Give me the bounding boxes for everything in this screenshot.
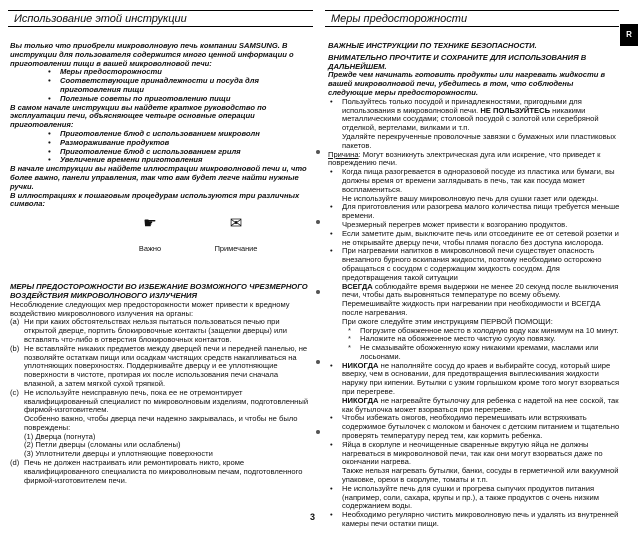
precaution-list [10, 318, 310, 485]
item-text: никакими металлическими сосудами; столовой посудой с золотой или серебряной отделкой, вертелами, вилками и т.п. [342, 105, 599, 133]
item-text: Печь не должен настраивать или ремонтировать никто, кроме квалифицированного специалиста по микроволновым печам, подготовленного фирмой-изготовителем печи. [24, 458, 303, 485]
list-item [328, 203, 620, 229]
right-section-header: Меры предосторожности [325, 10, 619, 27]
item-emphasis: НИКОГДА [342, 360, 379, 370]
item-marker: (c) [10, 387, 19, 397]
operations-list [10, 130, 310, 165]
right-column [328, 42, 620, 529]
item-extra: Особенно важно, чтобы дверца печи надежно закрывалась, и чтобы не было повреждены: [24, 414, 298, 432]
symbol-important [120, 215, 180, 254]
item-text: При нагревании напитков в микроволновой печи существует опасность внезапного бурного вскипания жидкости, поэтому необходимо осторожно обращаться с сосудом с содержащим жидкость сосудом. Для предотвращения такой ситуации [342, 246, 602, 282]
list-item: • Меры предосторожности [10, 68, 310, 77]
list-item [10, 318, 310, 344]
item-text: Яйца в скорлупе и неочищенные сваренные вкрутую яйца не должны нагреваться в микроволновой печи, так как они могут взорваться даже по окончании нагрева. [342, 439, 603, 467]
note-envelope-icon: ✉ [229, 215, 243, 233]
first-aid-item: * Погрузите обожженное место в холодную воду как минимум на 10 минут. [328, 327, 620, 336]
list-item [328, 168, 620, 203]
item-text: Не используйте неисправную печь, пока ее не отремонтирует квалифицированный специалист по микроволновым изделиям, подготовленный фирмой-изготовителем. [24, 387, 309, 415]
list-item [328, 511, 620, 529]
divider-dot [316, 430, 320, 434]
item-emphasis: НИКОГДА [342, 395, 379, 405]
list-item [328, 441, 620, 485]
safety-subtitle: ВНИМАТЕЛЬНО ПРОЧТИТЕ И СОХРАНИТЕ ДЛЯ ИСПОЛЬЗОВАНИЯ В ДАЛЬНЕЙШЕМ. [328, 52, 587, 71]
first-aid-item: * Наложите на обожженное место чистую сухую повязку. [328, 335, 620, 344]
item-marker: (a) [10, 317, 20, 327]
reason-text: : Могут возникнуть электрическая дуга или искрение, что приведет к повреждению печи. [328, 149, 601, 168]
item-text: Необходимо регулярно чистить микроволновую печь и удалять из внутренней камеры печи остатки пищи. [342, 510, 619, 529]
item-text: Если заметите дым, выключите печь или отсоедините ее от сетевой розетки и не открывайте дверцу печи, чтобы пламя погасло без доступа кислорода. [342, 228, 619, 247]
list-item: • Размораживание продуктов [10, 139, 310, 148]
divider-dot [316, 360, 320, 364]
list-item: • Приготовление блюд с использованием микроволн [10, 130, 310, 139]
item-text: Для приготовления или разогрева малого количества пищи требуется меньше времени. [342, 202, 620, 221]
item-text: Ни при каких обстоятельствах нельзя пытаться пользоваться печью при открытой дверце, портить блокировочные контакты (защелки дверцы) или вставлять что-либо в отверстия блокировочных контактов. [24, 317, 287, 344]
item-text: не нагревайте бутылочку для ребенка с надетой на нее соской, так как бутылочка может взорваться при перегреве. [342, 395, 619, 414]
sub-item: (2) Петли дверцы (сломаны или ослаблены) [24, 440, 181, 450]
paragraph: В начале инструкции вы найдете иллюстрации микроволновой печи и, что более важно, панели управления, так что вам будет легче найти нужные ручки. [10, 164, 307, 191]
sub-item: (3) Уплотнители дверцы и уплотняющие поверхности [24, 449, 213, 459]
left-column [10, 42, 310, 485]
item-text: не наполняйте сосуд до краев и выбирайте сосуд, который шире вверху, чем в основании, для предотвращения выплескивания жидкости наружу при кипении. Бутылки с узким горлышком кроме того могут взорваться при перегреве. [342, 360, 620, 397]
item-emphasis: НЕ ПОЛЬЗУЙТЕСЬ [480, 105, 551, 115]
list-item [328, 485, 620, 511]
symbol-note [206, 215, 266, 254]
list-item [10, 389, 310, 459]
item-extra: При ожоге следуйте этим инструкциям ПЕРВОЙ ПОМОЩИ: [342, 316, 553, 326]
item-text: Не используйте печь для сушки и прогрева сыпучих продуктов питания (например, соли, сахара, крупы и пр.), а также продуктов с очень низким содержанием воды. [342, 483, 599, 511]
reason-line [328, 151, 620, 169]
symbol-label: Примечание [214, 244, 258, 254]
item-extra: Удаляйте перекрученные проволочные завязки с бумажных или пластиковых пакетов. [342, 131, 616, 150]
paragraph: В иллюстрациях к пошаговым процедурам используются три различных символа: [10, 190, 300, 209]
list-item [328, 362, 620, 415]
section-intro: Несоблюдение следующих мер предосторожности может привести к вредному воздействию микроволнового излучения на органы: [10, 299, 290, 318]
intro-list [10, 68, 310, 103]
safety-list-continued [328, 168, 620, 529]
list-item [10, 345, 310, 389]
sub-item: (1) Дверца (погнута) [24, 431, 96, 441]
reason-label: Причина [328, 149, 359, 159]
item-marker: (b) [10, 343, 20, 353]
left-section-header: Использование этой инструкции [8, 10, 313, 27]
item-extra: Не используйте вашу микроволновую печь для сушки газет или одежды. [342, 193, 599, 203]
item-text: Не вставляйте никаких предметов между дверцей печи и передней панелью, не позволяйте остаткам пищи или осадкам чистящих средств накапливаться на уплотняющих поверхностях. Поддерживайте дверцу и ее уплотняющие поверхности в чистоте, протирая их после использования печи сначала влажной, а затем мягкой сухой тряпкой. [24, 343, 308, 388]
list-item: • Приготовление блюд с использованием гриля [10, 148, 310, 157]
list-item: • Соответствующие принадлежности и посуда для приготовления пищи [10, 77, 310, 95]
safety-title: ВАЖНЫЕ ИНСТРУКЦИИ ПО ТЕХНИКЕ БЕЗОПАСНОСТИ. [328, 41, 537, 50]
section-title: МЕРЫ ПРЕДОСТОРОЖНОСТИ ВО ИЗБЕЖАНИЕ ВОЗМОЖНОГО ЧРЕЗМЕРНОГО ВОЗДЕЙСТВИЯ МИКРОВОЛНОВОГО ИЗЛУЧЕНИЯ [10, 282, 308, 300]
item-extra: Также нельзя нагревать бутылки, банки, сосуды в герметичной или вакуумной упаковке, орехи в скорлупе, томаты и т.п. [342, 466, 619, 485]
item-text: Пользуйтесь только посудой и принадлежностями, пригодными для использования в микроволновой печи. [342, 96, 582, 115]
list-item: • Увеличение времени приготовления [10, 156, 310, 165]
list-item [328, 414, 620, 440]
list-item [328, 98, 620, 151]
item-extra: Чрезмерный перегрев может привести к возгоранию продуктов. [342, 219, 568, 229]
item-text: Чтобы избежать ожогов, необходимо перемешивать или встряхивать содержимое бутылочек с молоком и баночек с детским питанием и тщательно проверять температуру перед тем, как кормить ребенка. [342, 413, 620, 441]
intro-text: Вы только что приобрели микроволновую печь компании SAMSUNG. В инструкции для пользователя содержится много ценной информации о приготовлении пищи в вашей микроволновой печи: [10, 41, 294, 68]
item-emphasis: ВСЕГДА [342, 281, 373, 291]
list-item: • Полезные советы по приготовлению пищи [10, 95, 310, 104]
safety-list [328, 98, 620, 151]
language-tab: R [620, 24, 638, 46]
list-item [10, 459, 310, 485]
first-aid-item: * Не смазывайте обожженную кожу никакими кремами, маслами или лосьонами. [328, 344, 620, 362]
safety-intro: Прежде чем начинать готовить продукты или нагревать жидкости в вашей микроволновой печи, убедитесь в том, что соблюдены следующие меры предосторожности. [328, 70, 606, 97]
divider-dot [316, 220, 320, 224]
list-item [328, 230, 620, 248]
item-text: соблюдайте время выдержки не менее 20 секунд после выключения печи, чтобы дать выровняться температуре по всему объему. [342, 281, 619, 300]
item-extra: Перемешивайте жидкость при нагревании при необходимости и ВСЕГДА после нагревания. [342, 299, 601, 317]
item-text: Когда пища разогревается в одноразовой посуде из пластика или бумаги, вы должны время от времени заглядывать в печь, так как посуда может воспламениться. [342, 167, 615, 194]
paragraph: В самом начале инструкции вы найдете краткое руководство по эксплуатации печи, объясняющее четыре основные операции приготовления: [10, 102, 267, 130]
divider-dot [316, 290, 320, 294]
symbols-row [10, 215, 310, 273]
pointing-hand-icon: ☛ [143, 215, 157, 233]
page-number: 3 [310, 512, 316, 522]
symbol-label: Важно [138, 244, 162, 254]
list-item [328, 247, 620, 326]
divider-dot [316, 150, 320, 154]
item-marker: (d) [10, 458, 20, 468]
